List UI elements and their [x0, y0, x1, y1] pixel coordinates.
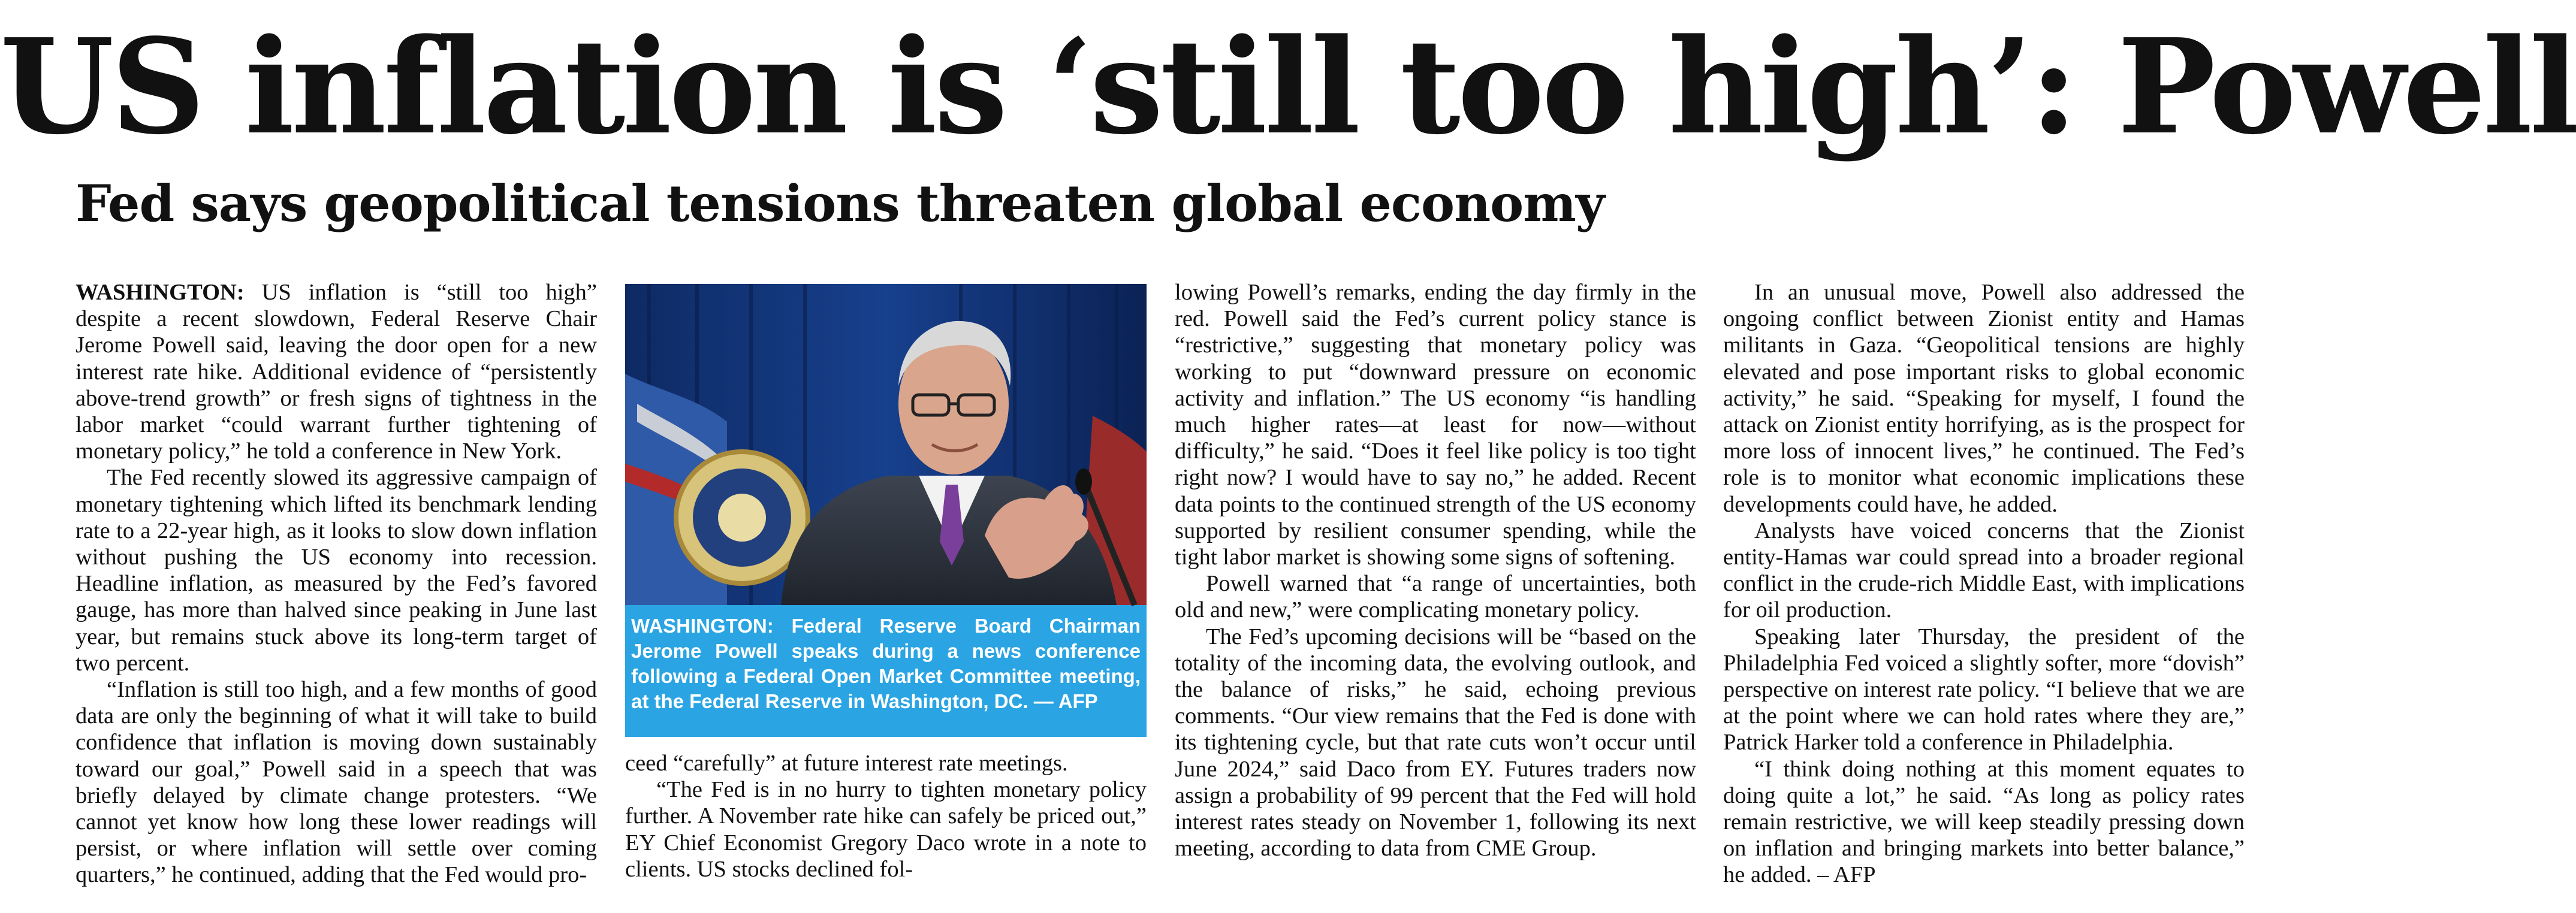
article-paragraph: lowing Powell’s remarks, ending the day firmly in the red. Powell said the Fed’s current policy stance is “restrictive,” suggesting that monetary policy was working to put “downward pressure on economic activity and inflation.” The US economy “is handling much higher rates—at least for now—without difficulty,” he said. “Does it feel like policy is too tight right now? I would have to say no,” he added. Recent data points to the continued strength of the US economy supported by resilient consumer spending, while the tight labor market is showing some signs of softening.	[1175, 280, 1696, 570]
article-column-3	[1175, 279, 1696, 861]
article-paragraph: “The Fed is in no hurry to tighten monetary policy further. A November rate hike can safely be priced out,” EY Chief Economist Gregory Daco wrote in a note to clients. US stocks declined fol-	[625, 777, 1147, 882]
article-paragraph: Analysts have voiced concerns that the Zionist entity-Hamas war could spread into a broader regional conflict in the crude-rich Middle East, with implications for oil production.	[1723, 518, 2245, 623]
article-column-4	[1723, 279, 2245, 888]
article-paragraph: Powell warned that “a range of uncertainties, both old and new,” were complicating monetary policy.	[1175, 571, 1696, 623]
news-photo	[625, 284, 1147, 605]
paragraph-text: US inflation is “still too high” despite a recent slowdown, Federal Reserve Chair Jerome Powell said, leaving the door open for a new interest rate hike. Additional evidence of “persistently above-trend growth” or fresh signs of tightness in the labor market “could warrant further tightening of monetary policy,” he told a conference in New York.	[76, 280, 597, 464]
article-paragraph: The Fed’s upcoming decisions will be “based on the totality of the incoming data, the evolving outlook, and the balance of risks,” he said, echoing previous comments. “Our view remains that the Fed is done with its tightening cycle, but that rate cuts won’t occur until June 2024,” said Daco from EY. Futures traders now assign a probability of 99 percent that the Fed will hold interest rates steady on November 1, following its next meeting, according to data from CME Group.	[1175, 624, 1696, 861]
article-paragraph: Speaking later Thursday, the president of the Philadelphia Fed voiced a slightly softer, more “dovish” perspective on interest rate policy. “I believe that we are at the point where we can hold rates where they are,” Patrick Harker told a conference in Philadelphia.	[1723, 624, 2245, 755]
article-paragraph: The Fed recently slowed its aggressive campaign of monetary tightening which lifted its benchmark lending rate to a 22-year high, as it looks to slow down inflation without pushing the US economy into recession. Headline inflation, as measured by the Fed’s favored gauge, has more than halved since peaking in June last year, but remains stuck above its long-term target of two percent.	[76, 465, 597, 676]
subheadline: Fed says geopolitical tensions threaten global economy	[76, 174, 1604, 233]
photo-figure	[625, 284, 1147, 737]
dateline: WASHINGTON:	[76, 280, 245, 305]
article-column-2	[625, 750, 1147, 882]
article-paragraph: “Inflation is still too high, and a few months of good data are only the beginning of what it will take to build confidence that inflation is moving down sustainably toward our goal,” Powell said in a speech that was briefly delayed by climate change protesters. “We cannot yet know how long these lower readings will persist, or where inflation will settle over coming quarters,” he continued, adding that the Fed would pro-	[76, 677, 597, 888]
article-paragraph: “I think doing nothing at this moment equates to doing quite a lot,” he said. “As long as policy rates remain restrictive, we will keep steadily pressing down on inflation and bringing markets into better balance,” he added. – AFP	[1723, 756, 2245, 888]
photo-caption: WASHINGTON: Federal Reserve Board Chairman Jerome Powell speaks during a news conference following a Federal Open Market Committee meeting, at the Federal Reserve in Washington, DC. — AFP	[625, 605, 1147, 737]
article-paragraph	[76, 279, 597, 464]
headline: US inflation is ‘still too high’: Powell	[0, 10, 2576, 164]
article-paragraph: ceed “carefully” at future interest rate meetings.	[625, 751, 1068, 776]
article-paragraph: In an unusual move, Powell also addressed the ongoing conflict between Zionist entity and Hamas militants in Gaza. “Geopolitical tensions are highly elevated and pose important risks to global economic activity,” he said. “Speaking for myself, I found the attack on Zionist entity horrifying, as is the prospect for more loss of innocent lives,” he continued. The Fed’s role is to monitor what economic implications these developments could have, he added.	[1723, 280, 2245, 517]
article-column-1	[76, 279, 597, 888]
